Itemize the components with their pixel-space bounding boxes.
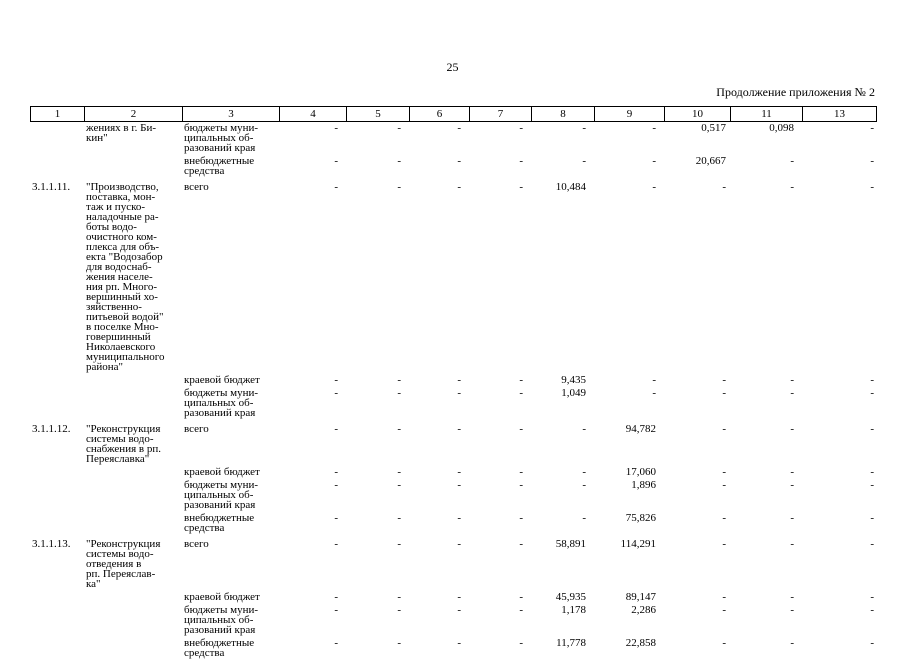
column-number-cell: 8: [532, 107, 595, 122]
value-cell: -: [652, 122, 656, 134]
value-cell: -: [722, 538, 726, 550]
value-cell: -: [722, 387, 726, 399]
table-row: [30, 387, 876, 420]
table-row: [30, 591, 876, 604]
value-cell: -: [457, 604, 461, 616]
table-row: [30, 155, 876, 178]
value-cell: 17,060: [625, 466, 656, 478]
funding-source-cell: бюджеты муни- ципальных об- разований края: [184, 387, 259, 419]
item-name-cell: [84, 604, 182, 637]
value-cell: -: [457, 512, 461, 524]
value-cell: -: [457, 387, 461, 399]
value-cell: -: [722, 374, 726, 386]
value-cell: 75,826: [625, 512, 656, 524]
value-cell: -: [397, 538, 401, 550]
value-cell: -: [397, 155, 401, 167]
value-cell: -: [397, 479, 401, 491]
value-cell: 94,782: [625, 423, 656, 435]
value-cell: 2,286: [631, 604, 656, 616]
value-cell: -: [397, 591, 401, 603]
item-name-cell: [84, 512, 182, 535]
value-cell: -: [652, 387, 656, 399]
funding-source-cell: краевой бюджет: [184, 466, 260, 478]
item-name-cell: [84, 466, 182, 479]
item-number-cell: [30, 637, 84, 660]
value-cell: -: [790, 637, 794, 649]
value-cell: -: [519, 538, 523, 550]
item-name-cell: "Реконструкция системы водо- отведения в рп. Переяслав- ка": [86, 538, 161, 590]
value-cell: -: [457, 538, 461, 550]
value-cell: -: [790, 374, 794, 386]
value-cell: -: [519, 122, 523, 134]
table-row: [30, 178, 876, 374]
value-cell: 10,484: [555, 181, 586, 193]
value-cell: -: [519, 466, 523, 478]
value-cell: 22,858: [625, 637, 656, 649]
funding-source-cell: внебюджетные средства: [184, 512, 255, 534]
column-number-cell: 10: [665, 107, 731, 122]
value-cell: -: [790, 538, 794, 550]
value-cell: -: [334, 479, 338, 491]
value-cell: -: [582, 512, 586, 524]
value-cell: -: [870, 637, 874, 649]
item-name-cell: [84, 387, 182, 420]
value-cell: -: [870, 591, 874, 603]
value-cell: -: [334, 512, 338, 524]
value-cell: 45,935: [555, 591, 586, 603]
column-number-cell: 13: [803, 107, 877, 122]
item-number-cell: [30, 387, 84, 420]
value-cell: -: [870, 122, 874, 134]
item-number-cell: [30, 155, 84, 178]
value-cell: -: [397, 466, 401, 478]
value-cell: -: [519, 423, 523, 435]
value-cell: -: [519, 155, 523, 167]
value-cell: -: [334, 181, 338, 193]
value-cell: -: [722, 181, 726, 193]
value-cell: -: [334, 122, 338, 134]
value-cell: -: [397, 122, 401, 134]
value-cell: -: [652, 155, 656, 167]
value-cell: -: [334, 538, 338, 550]
funding-source-cell: всего: [184, 181, 209, 193]
value-cell: -: [790, 181, 794, 193]
value-cell: -: [870, 387, 874, 399]
item-name-cell: [84, 374, 182, 387]
column-number-cell: 3: [183, 107, 280, 122]
item-number-cell: 3.1.1.13.: [32, 538, 71, 550]
value-cell: -: [790, 155, 794, 167]
item-name-cell: "Производство, поставка, мон- таж и пуско- наладочные ра- боты водо- очистного ком- плекса для объ- екта "Водозабор для водоснаб- жения населе- ния рп. Много- вершинный хо- зяйственно- питьевой водой" в поселке Мно- говершинный Николаевского муниципального района": [86, 181, 165, 373]
funding-source-cell: краевой бюджет: [184, 591, 260, 603]
funding-source-cell: краевой бюджет: [184, 374, 260, 386]
value-cell: -: [519, 181, 523, 193]
table-row: [30, 479, 876, 512]
funding-source-cell: бюджеты муни- ципальных об- разований края: [184, 604, 259, 636]
value-cell: 1,049: [561, 387, 586, 399]
value-cell: -: [582, 122, 586, 134]
value-cell: 0,098: [769, 122, 794, 134]
table-row: [30, 122, 876, 155]
value-cell: -: [457, 637, 461, 649]
value-cell: 1,896: [631, 479, 656, 491]
item-number-cell: [30, 604, 84, 637]
value-cell: -: [790, 604, 794, 616]
value-cell: -: [582, 466, 586, 478]
value-cell: -: [652, 374, 656, 386]
value-cell: 11,778: [556, 637, 586, 649]
value-cell: -: [790, 466, 794, 478]
column-number-cell: 6: [410, 107, 470, 122]
column-number-cell: 4: [280, 107, 347, 122]
value-cell: 0,517: [701, 122, 726, 134]
value-cell: -: [722, 512, 726, 524]
value-cell: -: [790, 423, 794, 435]
value-cell: -: [790, 591, 794, 603]
value-cell: 9,435: [561, 374, 586, 386]
item-name-cell: [84, 591, 182, 604]
value-cell: -: [870, 479, 874, 491]
value-cell: -: [652, 181, 656, 193]
appendix-continuation-label: Продолжение приложения № 2: [716, 85, 875, 99]
value-cell: -: [457, 466, 461, 478]
column-number-cell: 11: [731, 107, 803, 122]
value-cell: 20,667: [695, 155, 726, 167]
table-row: [30, 637, 876, 660]
table-row: [30, 604, 876, 637]
item-number-cell: [30, 122, 84, 155]
value-cell: -: [519, 591, 523, 603]
value-cell: -: [790, 479, 794, 491]
value-cell: -: [582, 155, 586, 167]
value-cell: -: [870, 512, 874, 524]
funding-source-cell: внебюджетные средства: [184, 155, 255, 177]
item-number-cell: [30, 512, 84, 535]
value-cell: -: [397, 181, 401, 193]
value-cell: -: [870, 423, 874, 435]
value-cell: -: [582, 479, 586, 491]
value-cell: -: [722, 423, 726, 435]
value-cell: -: [519, 637, 523, 649]
value-cell: 58,891: [555, 538, 586, 550]
table-row: [30, 535, 876, 591]
table-row: [30, 466, 876, 479]
value-cell: 89,147: [625, 591, 656, 603]
column-header-table: [30, 106, 877, 122]
column-number-cell: 1: [31, 107, 85, 122]
value-cell: -: [870, 374, 874, 386]
item-number-cell: [30, 374, 84, 387]
item-number-cell: [30, 591, 84, 604]
column-number-cell: 9: [595, 107, 665, 122]
value-cell: -: [457, 591, 461, 603]
value-cell: -: [457, 479, 461, 491]
value-cell: -: [722, 591, 726, 603]
item-name-cell: жениях в г. Би- кин": [86, 122, 157, 144]
value-cell: -: [870, 181, 874, 193]
item-name-cell: [84, 479, 182, 512]
value-cell: 114,291: [620, 538, 656, 550]
item-name-cell: "Реконструкция системы водо- снабжения в рп. Переяславка": [86, 423, 161, 465]
funding-source-cell: бюджеты муни- ципальных об- разований края: [184, 122, 259, 154]
value-cell: -: [334, 637, 338, 649]
item-number-cell: 3.1.1.11.: [32, 181, 71, 193]
value-cell: -: [334, 387, 338, 399]
value-cell: 1,178: [561, 604, 586, 616]
value-cell: -: [397, 512, 401, 524]
value-cell: -: [722, 479, 726, 491]
value-cell: -: [334, 155, 338, 167]
value-cell: -: [457, 155, 461, 167]
value-cell: -: [790, 512, 794, 524]
column-number-cell: 2: [85, 107, 183, 122]
value-cell: -: [397, 423, 401, 435]
item-name-cell: [84, 155, 182, 178]
value-cell: -: [334, 604, 338, 616]
table-row: [30, 420, 876, 466]
value-cell: -: [790, 387, 794, 399]
value-cell: -: [397, 637, 401, 649]
value-cell: -: [397, 387, 401, 399]
column-number-cell: 7: [470, 107, 532, 122]
value-cell: -: [334, 423, 338, 435]
table-row: [30, 512, 876, 535]
item-number-cell: [30, 466, 84, 479]
column-number-cell: 5: [347, 107, 410, 122]
funding-source-cell: всего: [184, 423, 209, 435]
item-name-cell: [84, 637, 182, 660]
value-cell: -: [519, 387, 523, 399]
value-cell: -: [519, 512, 523, 524]
value-cell: -: [519, 604, 523, 616]
page-number: 25: [446, 60, 459, 74]
value-cell: -: [870, 538, 874, 550]
value-cell: -: [582, 423, 586, 435]
value-cell: -: [519, 374, 523, 386]
value-cell: -: [870, 155, 874, 167]
column-number-row: [31, 107, 877, 122]
value-cell: -: [457, 374, 461, 386]
value-cell: -: [397, 604, 401, 616]
budget-table: [30, 122, 876, 660]
value-cell: -: [722, 637, 726, 649]
funding-source-cell: внебюджетные средства: [184, 637, 255, 659]
value-cell: -: [722, 466, 726, 478]
value-cell: -: [334, 591, 338, 603]
value-cell: -: [519, 479, 523, 491]
value-cell: -: [457, 181, 461, 193]
value-cell: -: [457, 423, 461, 435]
item-number-cell: [30, 479, 84, 512]
value-cell: -: [870, 466, 874, 478]
value-cell: -: [457, 122, 461, 134]
value-cell: -: [397, 374, 401, 386]
value-cell: -: [722, 604, 726, 616]
value-cell: -: [870, 604, 874, 616]
value-cell: -: [334, 374, 338, 386]
table-row: [30, 374, 876, 387]
funding-source-cell: бюджеты муни- ципальных об- разований края: [184, 479, 259, 511]
funding-source-cell: всего: [184, 538, 209, 550]
value-cell: -: [334, 466, 338, 478]
item-number-cell: 3.1.1.12.: [32, 423, 71, 435]
